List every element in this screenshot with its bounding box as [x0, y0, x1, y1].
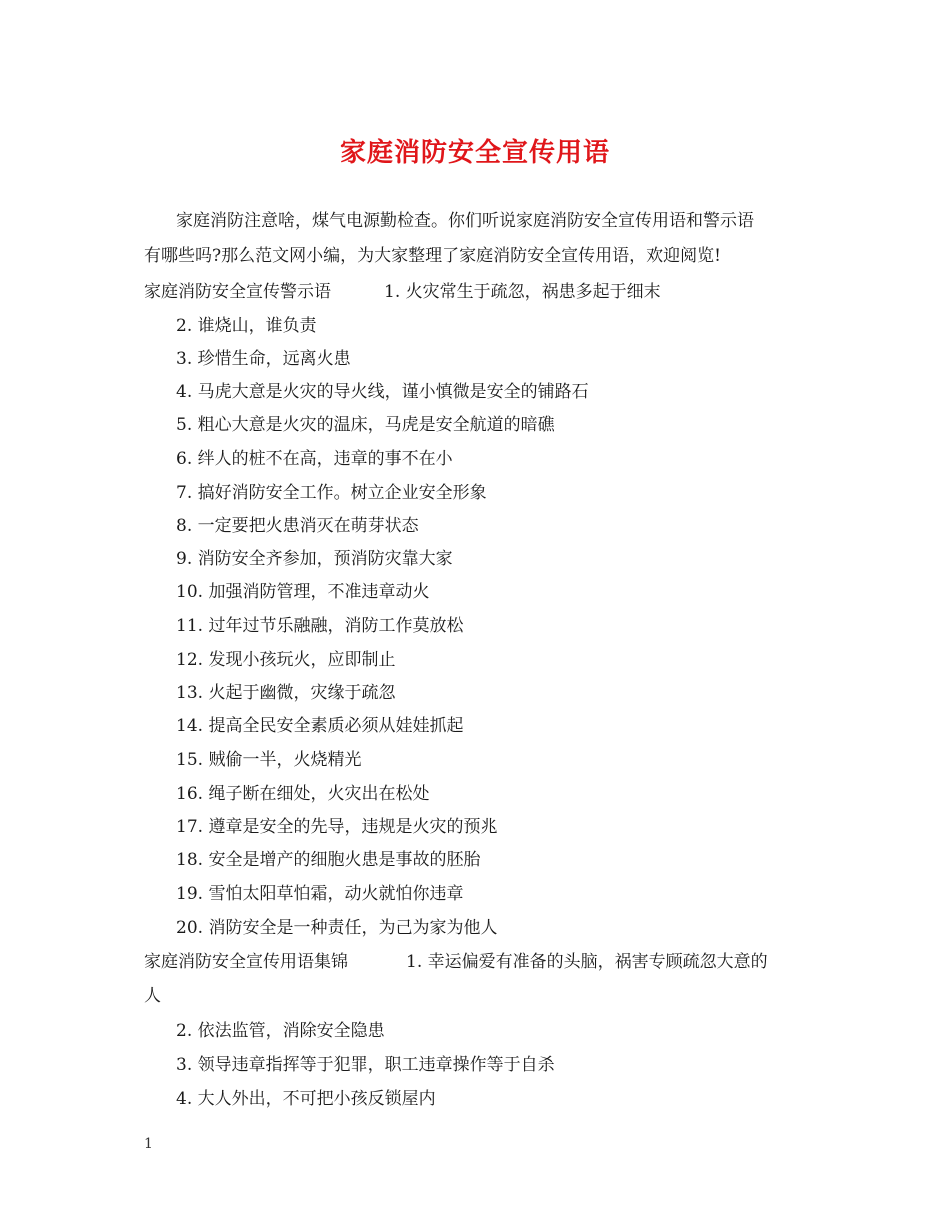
intro-line-2: 有哪些吗?那么范文网小编，为大家整理了家庭消防安全宣传用语，欢迎阅览! [144, 246, 721, 266]
list-item: 1. 幸运偏爱有准备的头脑，祸害专顾疏忽大意的 [406, 952, 768, 972]
list-item: 2. 依法监管，消除安全隐患 [176, 1021, 385, 1041]
list-item: 15. 贼偷一半，火烧精光 [176, 750, 362, 770]
list-item-wrap: 人 [144, 986, 161, 1006]
list-item: 20. 消防安全是一种责任，为己为家为他人 [176, 918, 498, 938]
document-title: 家庭消防安全宣传用语 [339, 138, 610, 168]
list-item: 14. 提高全民安全素质必须从娃娃抓起 [176, 716, 464, 736]
list-item: 5. 粗心大意是火灾的温床，马虎是安全航道的暗礁 [176, 415, 555, 435]
section2-heading: 家庭消防安全宣传用语集锦 [144, 952, 348, 972]
list-item: 10. 加强消防管理，不准违章动火 [176, 582, 430, 602]
list-item: 8. 一定要把火患消灭在萌芽状态 [176, 516, 419, 536]
intro-line-1: 家庭消防注意啥，煤气电源勤检查。你们听说家庭消防安全宣传用语和警示语 [176, 211, 754, 231]
section1-heading: 家庭消防安全宣传警示语 [144, 282, 331, 302]
section1-heading-row [144, 280, 661, 304]
list-item: 18. 安全是增产的细胞火患是事故的胚胎 [176, 850, 481, 870]
section2-heading-row [144, 950, 768, 974]
list-item: 7. 搞好消防安全工作。树立企业安全形象 [176, 483, 487, 503]
list-item: 3. 珍惜生命，远离火患 [176, 349, 351, 369]
list-item: 1. 火灾常生于疏忽，祸患多起于细末 [384, 282, 661, 302]
list-item: 4. 大人外出，不可把小孩反锁屋内 [176, 1089, 436, 1109]
list-item: 17. 遵章是安全的先导，违规是火灾的预兆 [176, 817, 498, 837]
list-item: 16. 绳子断在细处，火灾出在松处 [176, 784, 430, 804]
list-item: 13. 火起于幽微，灾缘于疏忽 [176, 683, 396, 703]
list-item: 3. 领导违章指挥等于犯罪，职工违章操作等于自杀 [176, 1055, 555, 1075]
list-item: 2. 谁烧山，谁负责 [176, 316, 317, 336]
list-item: 9. 消防安全齐参加，预消防灾靠大家 [176, 549, 453, 569]
list-item: 11. 过年过节乐融融，消防工作莫放松 [176, 616, 464, 636]
list-item: 6. 绊人的桩不在高，违章的事不在小 [176, 449, 453, 469]
list-item: 4. 马虎大意是火灾的导火线，谨小慎微是安全的铺路石 [176, 382, 589, 402]
page-number: 1 [144, 1136, 153, 1152]
list-item: 19. 雪怕太阳草怕霜，动火就怕你违章 [176, 884, 464, 904]
list-item: 12. 发现小孩玩火，应即制止 [176, 650, 396, 670]
